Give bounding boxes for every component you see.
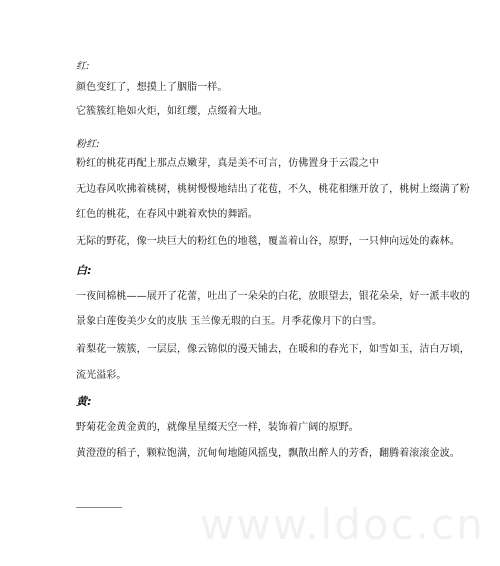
section-heading-white: 白:: [76, 264, 92, 277]
watermark-text: www.ldoc.cn: [200, 500, 485, 549]
paragraph-line: 着梨花一簇簇，一层层，像云锦似的漫天铺去，在暖和的春光下，如雪如玉，洁白万顷，: [76, 344, 470, 355]
paragraph-line: 粉红的桃花再配上那点点嫩芽，真是美不可言，仿佛置身于云霞之中: [76, 158, 379, 169]
paragraph-line: 无边春风吹拂着桃树，桃树慢慢地结出了花苞，不久，桃花相继开放了，桃树上缀满了粉: [76, 184, 470, 195]
paragraph-line: 景象白莲俊美少女的皮肤 玉兰像无瑕的白玉。月季花像月下的白雪。: [76, 316, 383, 327]
paragraph-line: 颜色变红了，想摸上了胭脂一样。: [76, 82, 228, 93]
paragraph-line: 野菊花金黄金黄的，就像星星缀天空一样，装饰着广阔的原野。: [76, 422, 359, 433]
paragraph-line: 一夜间棉桃——展开了花蕾，吐出了一朵朵的白花，放眼望去，银花朵朵，好一派丰收的: [76, 291, 470, 302]
section-heading-yellow: 黄:: [76, 395, 92, 408]
paragraph-line: 无际的野花，像一块巨大的粉红色的地毯，覆盖着山谷，原野，一只伸向远处的森林。: [76, 236, 460, 247]
paragraph-line: 流光溢彩。: [76, 370, 127, 381]
paragraph-line: 红色的桃花，在春风中跳着欢快的舞蹈。: [76, 209, 258, 220]
section-heading-pink: 粉红:: [76, 139, 100, 150]
paragraph-line: 黄澄澄的稻子，颗粒饱满，沉甸甸地随风摇曳，飘散出醉人的芳香，翻腾着滚滚金波。: [76, 448, 460, 459]
footnote-rule: [76, 507, 122, 508]
section-heading-red: 红:: [76, 61, 90, 72]
paragraph-line: 它簇簇红艳如火炬，如红缨，点缀着大地。: [76, 106, 268, 117]
